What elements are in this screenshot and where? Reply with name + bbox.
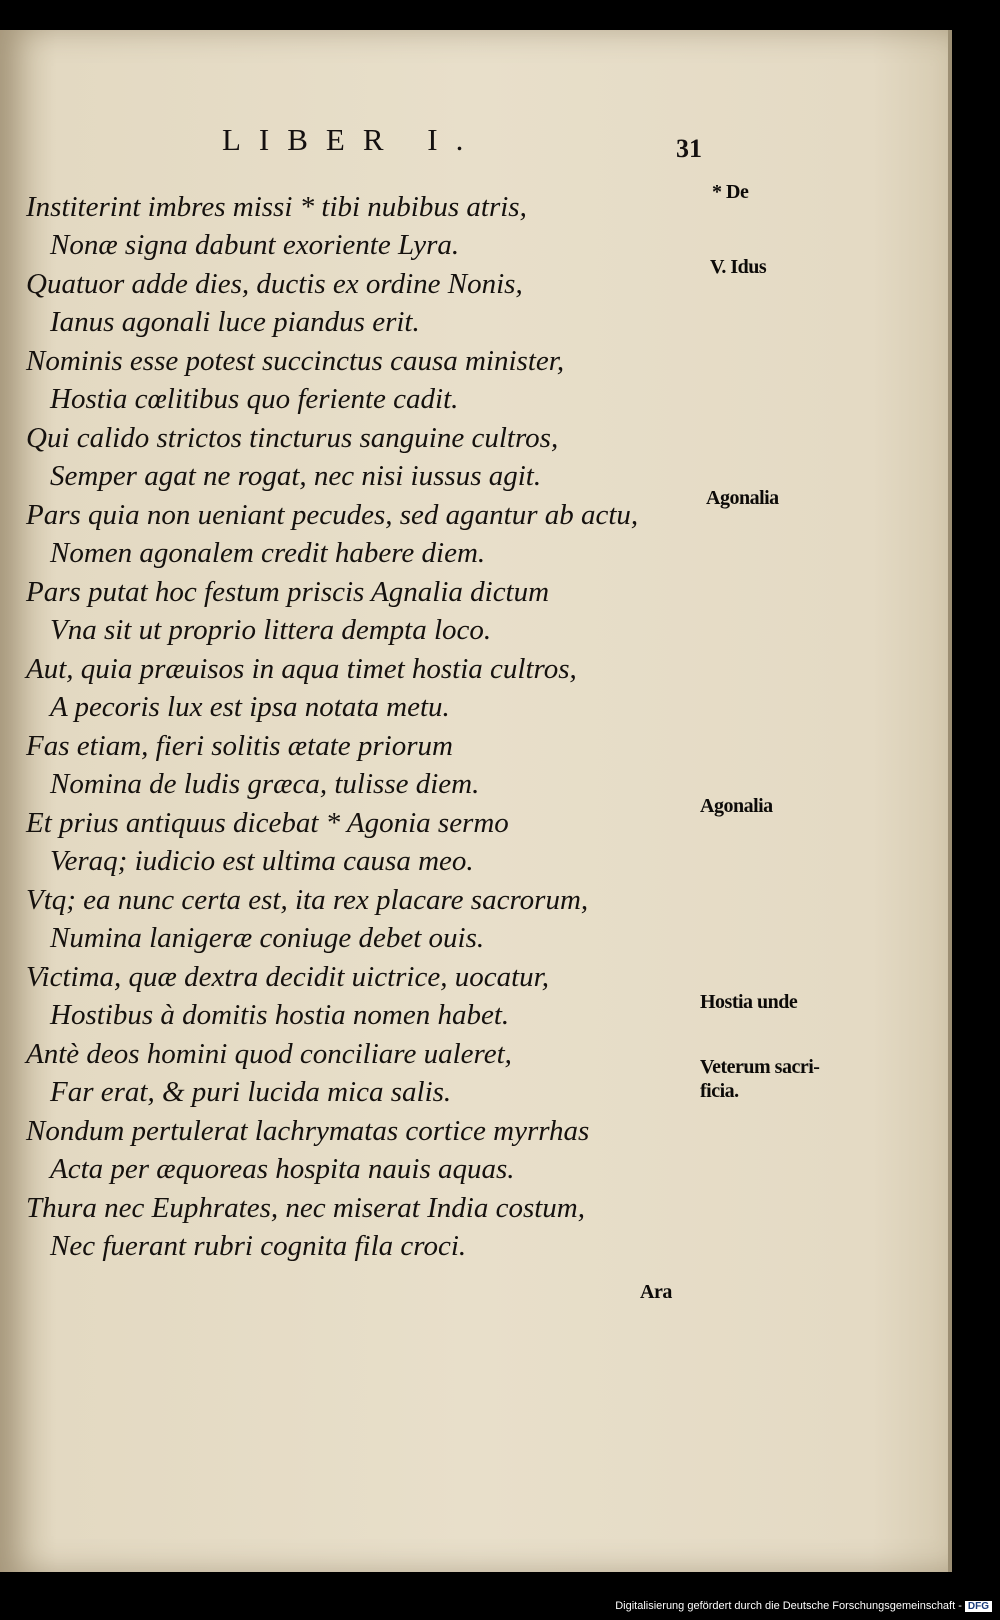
verse-line: Antè deos homini quod conciliare ualeret,: [26, 1038, 512, 1070]
verse-line: Fas etiam, fieri solitis ætate priorum: [26, 730, 453, 762]
verse-line: Institerint imbres missi * tibi nubibus atris,: [26, 191, 527, 223]
verse-line: Pars quia non ueniant pecudes, sed agantur ab actu,: [26, 499, 639, 531]
verse-line: Hostia cœlitibus quo feriente cadit.: [50, 383, 459, 415]
verse-line: Aut, quia præuisos in aqua timet hostia cultros,: [26, 653, 577, 685]
verse-line: Et prius antiquus dicebat * Agonia sermo: [26, 807, 509, 839]
verse-line: Nonæ signa dabunt exoriente Lyra.: [50, 229, 460, 261]
marginal-note: Agonalia: [700, 795, 773, 817]
verse-line: Nominis esse potest succinctus causa minister,: [26, 345, 565, 377]
verse-line: Semper agat ne rogat, nec nisi iussus agit.: [50, 460, 542, 492]
verse-line: Acta per æquoreas hospita nauis aquas.: [50, 1153, 515, 1185]
verse-line: Hostibus à domitis hostia nomen habet.: [50, 999, 510, 1031]
marginal-note: * De: [712, 181, 749, 203]
credit-text: Digitalisierung gefördert durch die Deutsche Forschungsgemeinschaft -: [615, 1600, 962, 1612]
verse-line: Vna sit ut proprio littera dempta loco.: [50, 614, 492, 646]
verse-line: Victima, quæ dextra decidit uictrice, uocatur,: [26, 961, 549, 993]
verse-line: Veraq; iudicio est ultima causa meo.: [50, 845, 474, 877]
verse-line: Thura nec Euphrates, nec miserat India costum,: [26, 1192, 585, 1224]
digitization-credit: [615, 1600, 992, 1612]
page-number: 31: [676, 134, 702, 163]
marginal-note: V. Idus: [710, 256, 767, 278]
running-title: LIBER I.: [222, 122, 482, 157]
verse-line: Far erat, & puri lucida mica salis.: [50, 1076, 452, 1108]
dfg-logo: DFG: [965, 1601, 992, 1612]
verse-line: Nomina de ludis græca, tulisse diem.: [50, 768, 480, 800]
verse-line: A pecoris lux est ipsa notata metu.: [50, 691, 450, 723]
marginal-note: Hostia unde: [700, 991, 798, 1013]
verse-line: Vtq; ea nunc certa est, ita rex placare sacrorum,: [26, 884, 589, 916]
verse-line: Pars putat hoc festum priscis Agnalia dictum: [26, 576, 550, 608]
marginal-note: Veterum sacri-: [700, 1056, 820, 1078]
verse-line: Ianus agonali luce piandus erit.: [50, 306, 420, 338]
verse-line: Nomen agonalem credit habere diem.: [50, 537, 486, 569]
book-page: [0, 30, 952, 1572]
verse-line: Qui calido strictos tincturus sanguine cultros,: [26, 422, 559, 454]
verse-line: Nondum pertulerat lachrymatas cortice myrrhas: [26, 1115, 590, 1147]
verse-line: Quatuor adde dies, ductis ex ordine Nonis,: [26, 268, 523, 300]
marginal-note: ficia.: [700, 1080, 739, 1102]
verse-line: Numina lanigeræ coniuge debet ouis.: [50, 922, 485, 954]
marginal-note: Ara: [640, 1281, 672, 1303]
marginal-note: Agonalia: [706, 487, 779, 509]
verse-line: Nec fuerant rubri cognita fila croci.: [50, 1230, 467, 1262]
